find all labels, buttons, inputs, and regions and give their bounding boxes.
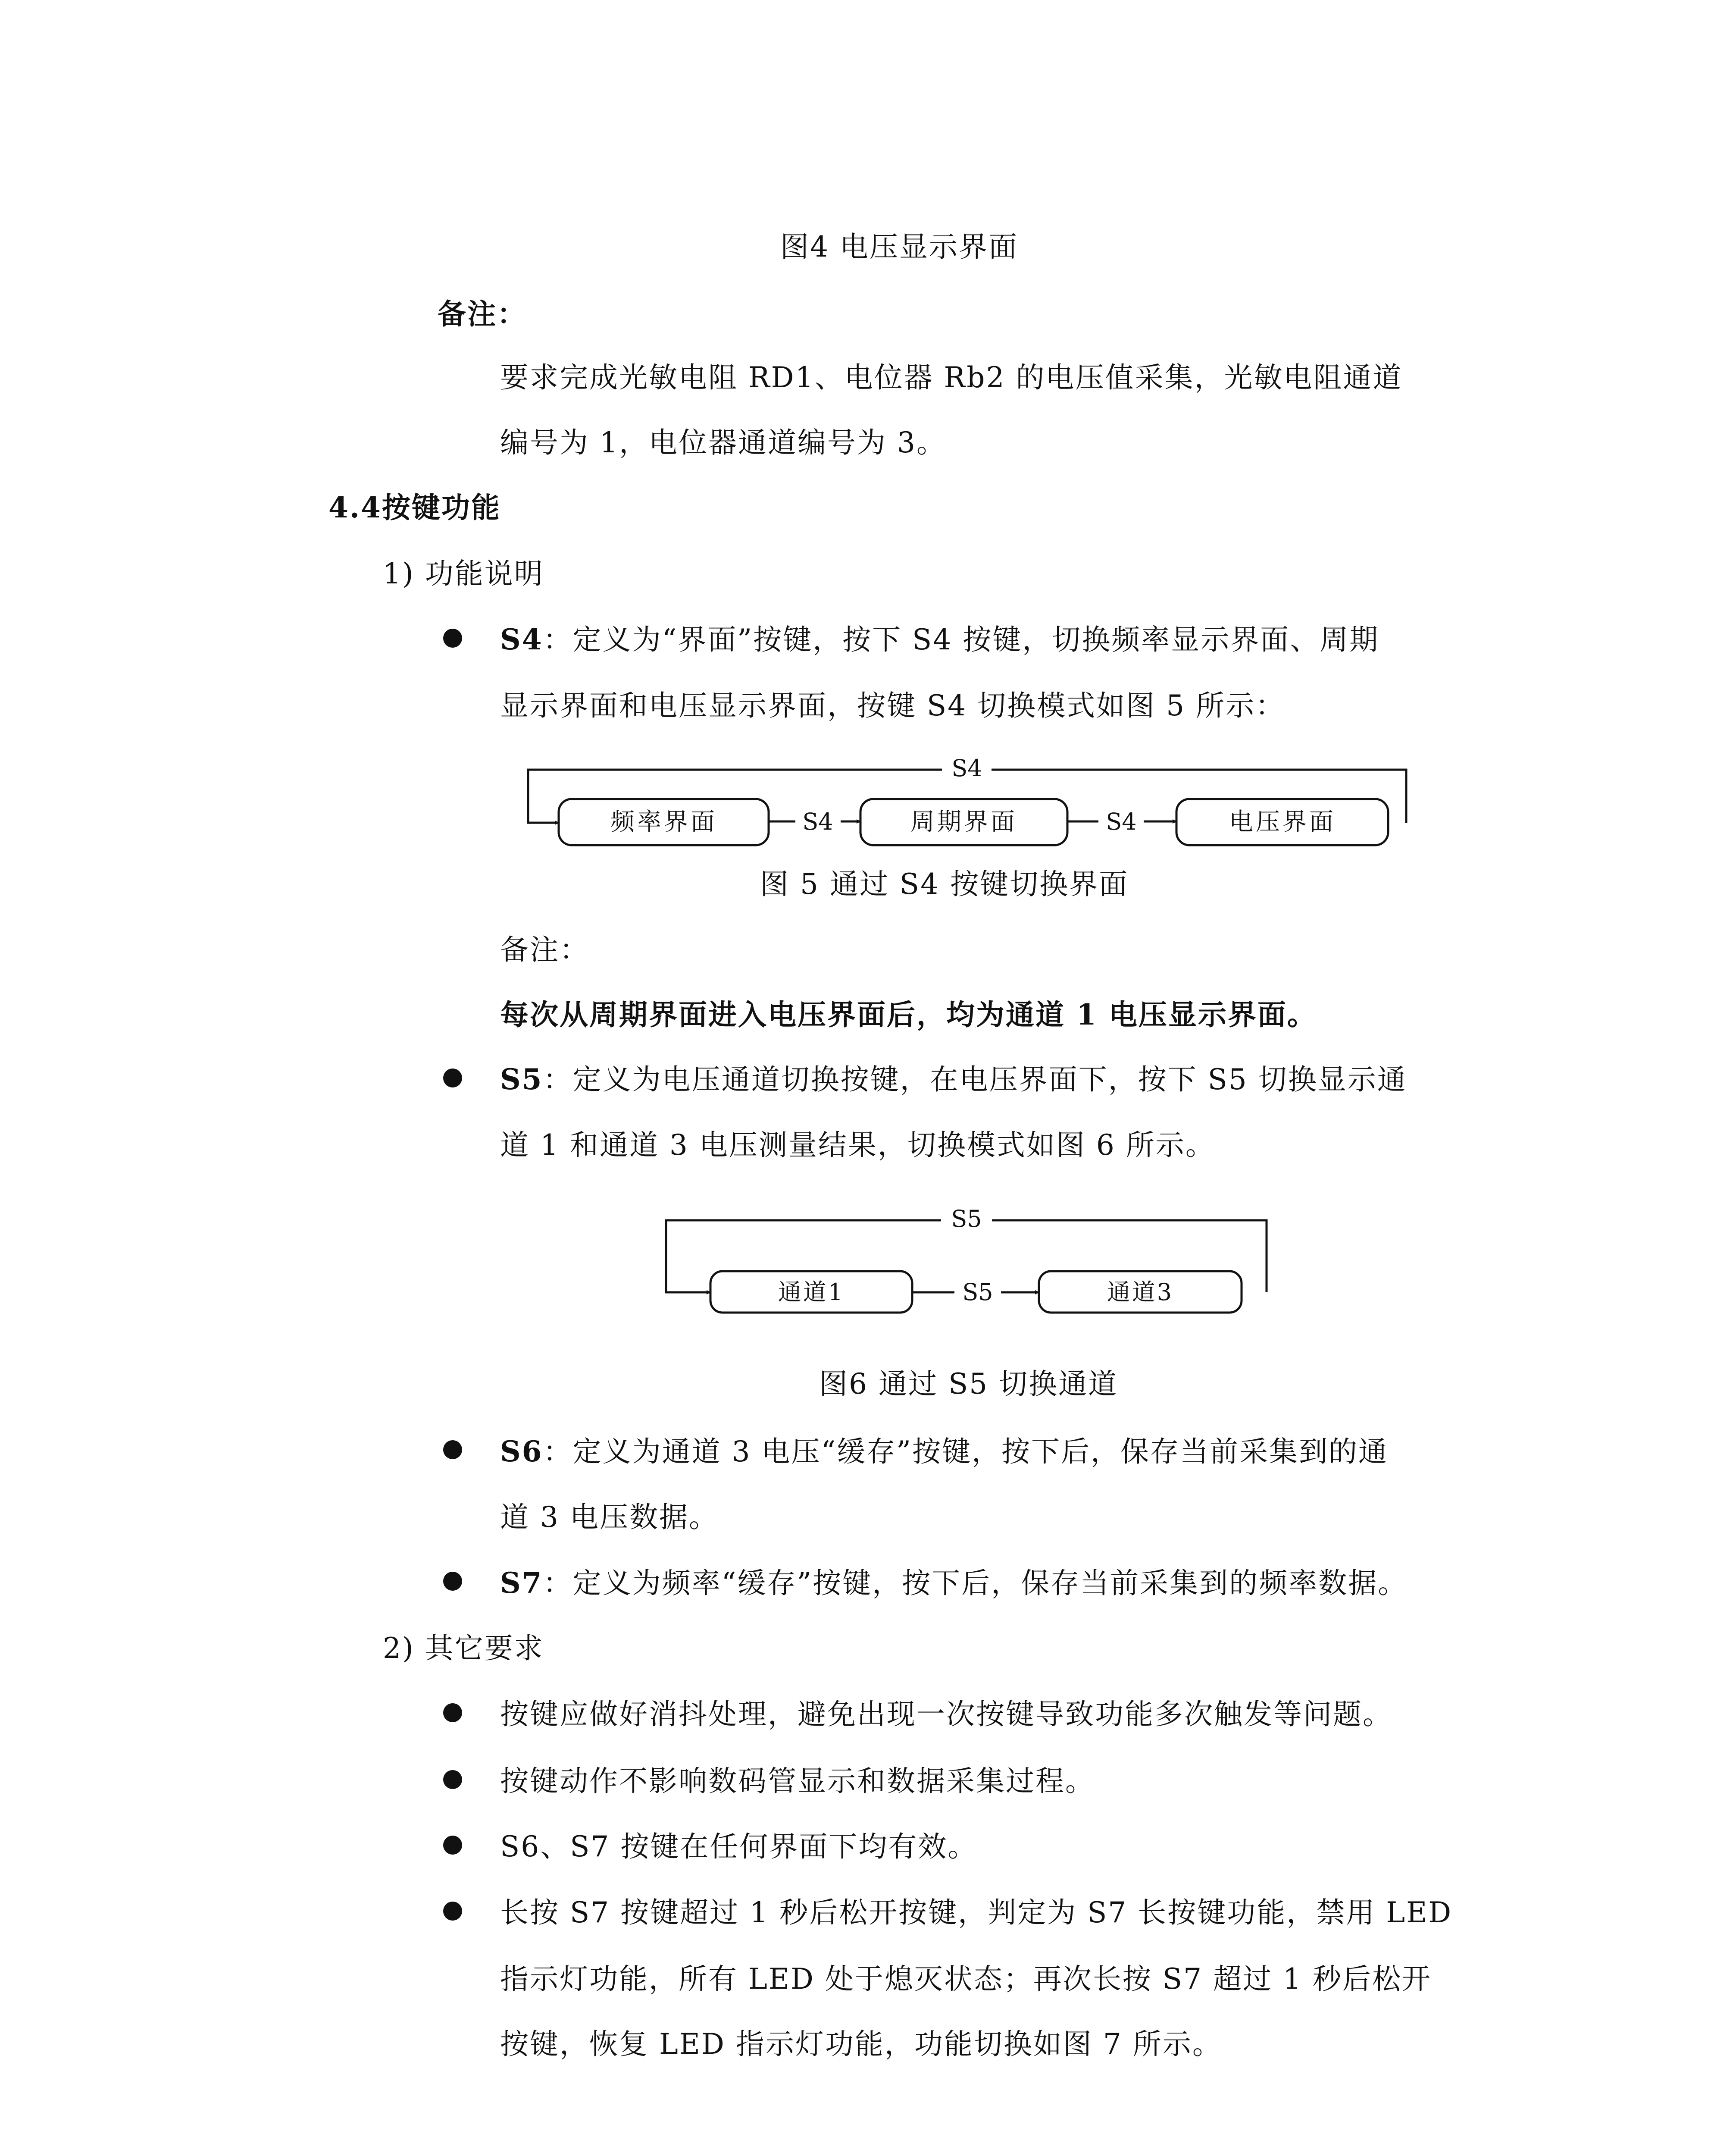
s7-line-1-text: ：定义为频率“缓存”按键，按下后，保存当前采集到的频率数据。	[543, 1567, 1408, 1600]
note-1-line-2: 编号为 1，电位器通道编号为 3。	[500, 426, 946, 459]
figure-5-loop-label: S4	[951, 755, 982, 782]
figure-5-caption: 图 5 通过 S4 按键切换界面	[760, 868, 1129, 901]
bullet	[443, 1572, 462, 1591]
note-2-text: 每次从周期界面进入电压界面后，均为通道 1 电压显示界面。	[500, 998, 1317, 1031]
requirement-4-line-3: 按键，恢复 LED 指示灯功能，功能切换如图 7 所示。	[500, 2028, 1222, 2061]
figure-5-edge-2-label: S4	[1106, 808, 1137, 835]
box-voltage-label: 电压界面	[1229, 808, 1336, 836]
figure-5-edge-1-label: S4	[802, 808, 833, 835]
s6-key: S6	[500, 1435, 543, 1468]
box-period-label: 周期界面	[910, 808, 1017, 836]
bullet	[443, 1836, 462, 1855]
s6-line-2: 道 3 电压数据。	[500, 1501, 719, 1534]
section-title: 4.4按键功能	[328, 491, 501, 524]
box-frequency-label: 频率界面	[610, 808, 717, 836]
s5-line-2: 道 1 和通道 3 电压测量结果，切换模式如图 6 所示。	[500, 1128, 1215, 1162]
requirement-1: 按键应做好消抖处理，避免出现一次按键导致功能多次触发等问题。	[500, 1698, 1392, 1731]
note-1-line-1: 要求完成光敏电阻 RD1、电位器 Rb2 的电压值采集，光敏电阻通道	[500, 361, 1403, 394]
bullet	[443, 1703, 462, 1722]
bullet	[443, 1440, 462, 1459]
s6-line-1	[500, 1437, 1388, 1466]
requirement-3: S6、S7 按键在任何界面下均有效。	[500, 1830, 978, 1863]
s5-line-1-text: ：定义为电压通道切换按键，在电压界面下，按下 S5 切换显示通	[543, 1063, 1407, 1096]
bullet	[443, 1902, 462, 1921]
figure-6-caption: 图6 通过 S5 切换通道	[819, 1367, 1118, 1401]
s4-key: S4	[500, 623, 543, 656]
s6-line-1-text: ：定义为通道 3 电压“缓存”按键，按下后，保存当前采集到的通	[543, 1435, 1389, 1468]
s7-line-1	[500, 1566, 1408, 1600]
box-channel-1-label: 通道1	[778, 1279, 845, 1306]
bullet	[443, 1770, 462, 1789]
s4-line-2: 显示界面和电压显示界面，按键 S4 切换模式如图 5 所示：	[500, 689, 1286, 722]
item-2-title: 2) 其它要求	[383, 1632, 544, 1665]
requirement-2: 按键动作不影响数码管显示和数据采集过程。	[500, 1764, 1095, 1798]
s7-key: S7	[500, 1566, 543, 1600]
s4-line-1-text: ：定义为“界面”按键，按下 S4 按键，切换频率显示界面、周期	[543, 623, 1379, 656]
note-1-label: 备注：	[438, 297, 527, 331]
figure-4-caption: 图4 电压显示界面	[780, 230, 1018, 263]
box-channel-3-label: 通道3	[1107, 1279, 1174, 1306]
item-1-title: 1) 功能说明	[383, 557, 544, 590]
figure-6-edge-label: S5	[962, 1279, 993, 1306]
figure-6-loop-label: S5	[951, 1205, 982, 1232]
requirement-4-line-1: 长按 S7 按键超过 1 秒后松开按键，判定为 S7 长按键功能，禁用 LED	[500, 1896, 1453, 1929]
requirement-4-line-2: 指示灯功能，所有 LED 处于熄灭状态；再次长按 S7 超过 1 秒后松开	[500, 1962, 1432, 1996]
note-2-label: 备注：	[500, 933, 589, 966]
s5-key: S5	[500, 1062, 543, 1096]
